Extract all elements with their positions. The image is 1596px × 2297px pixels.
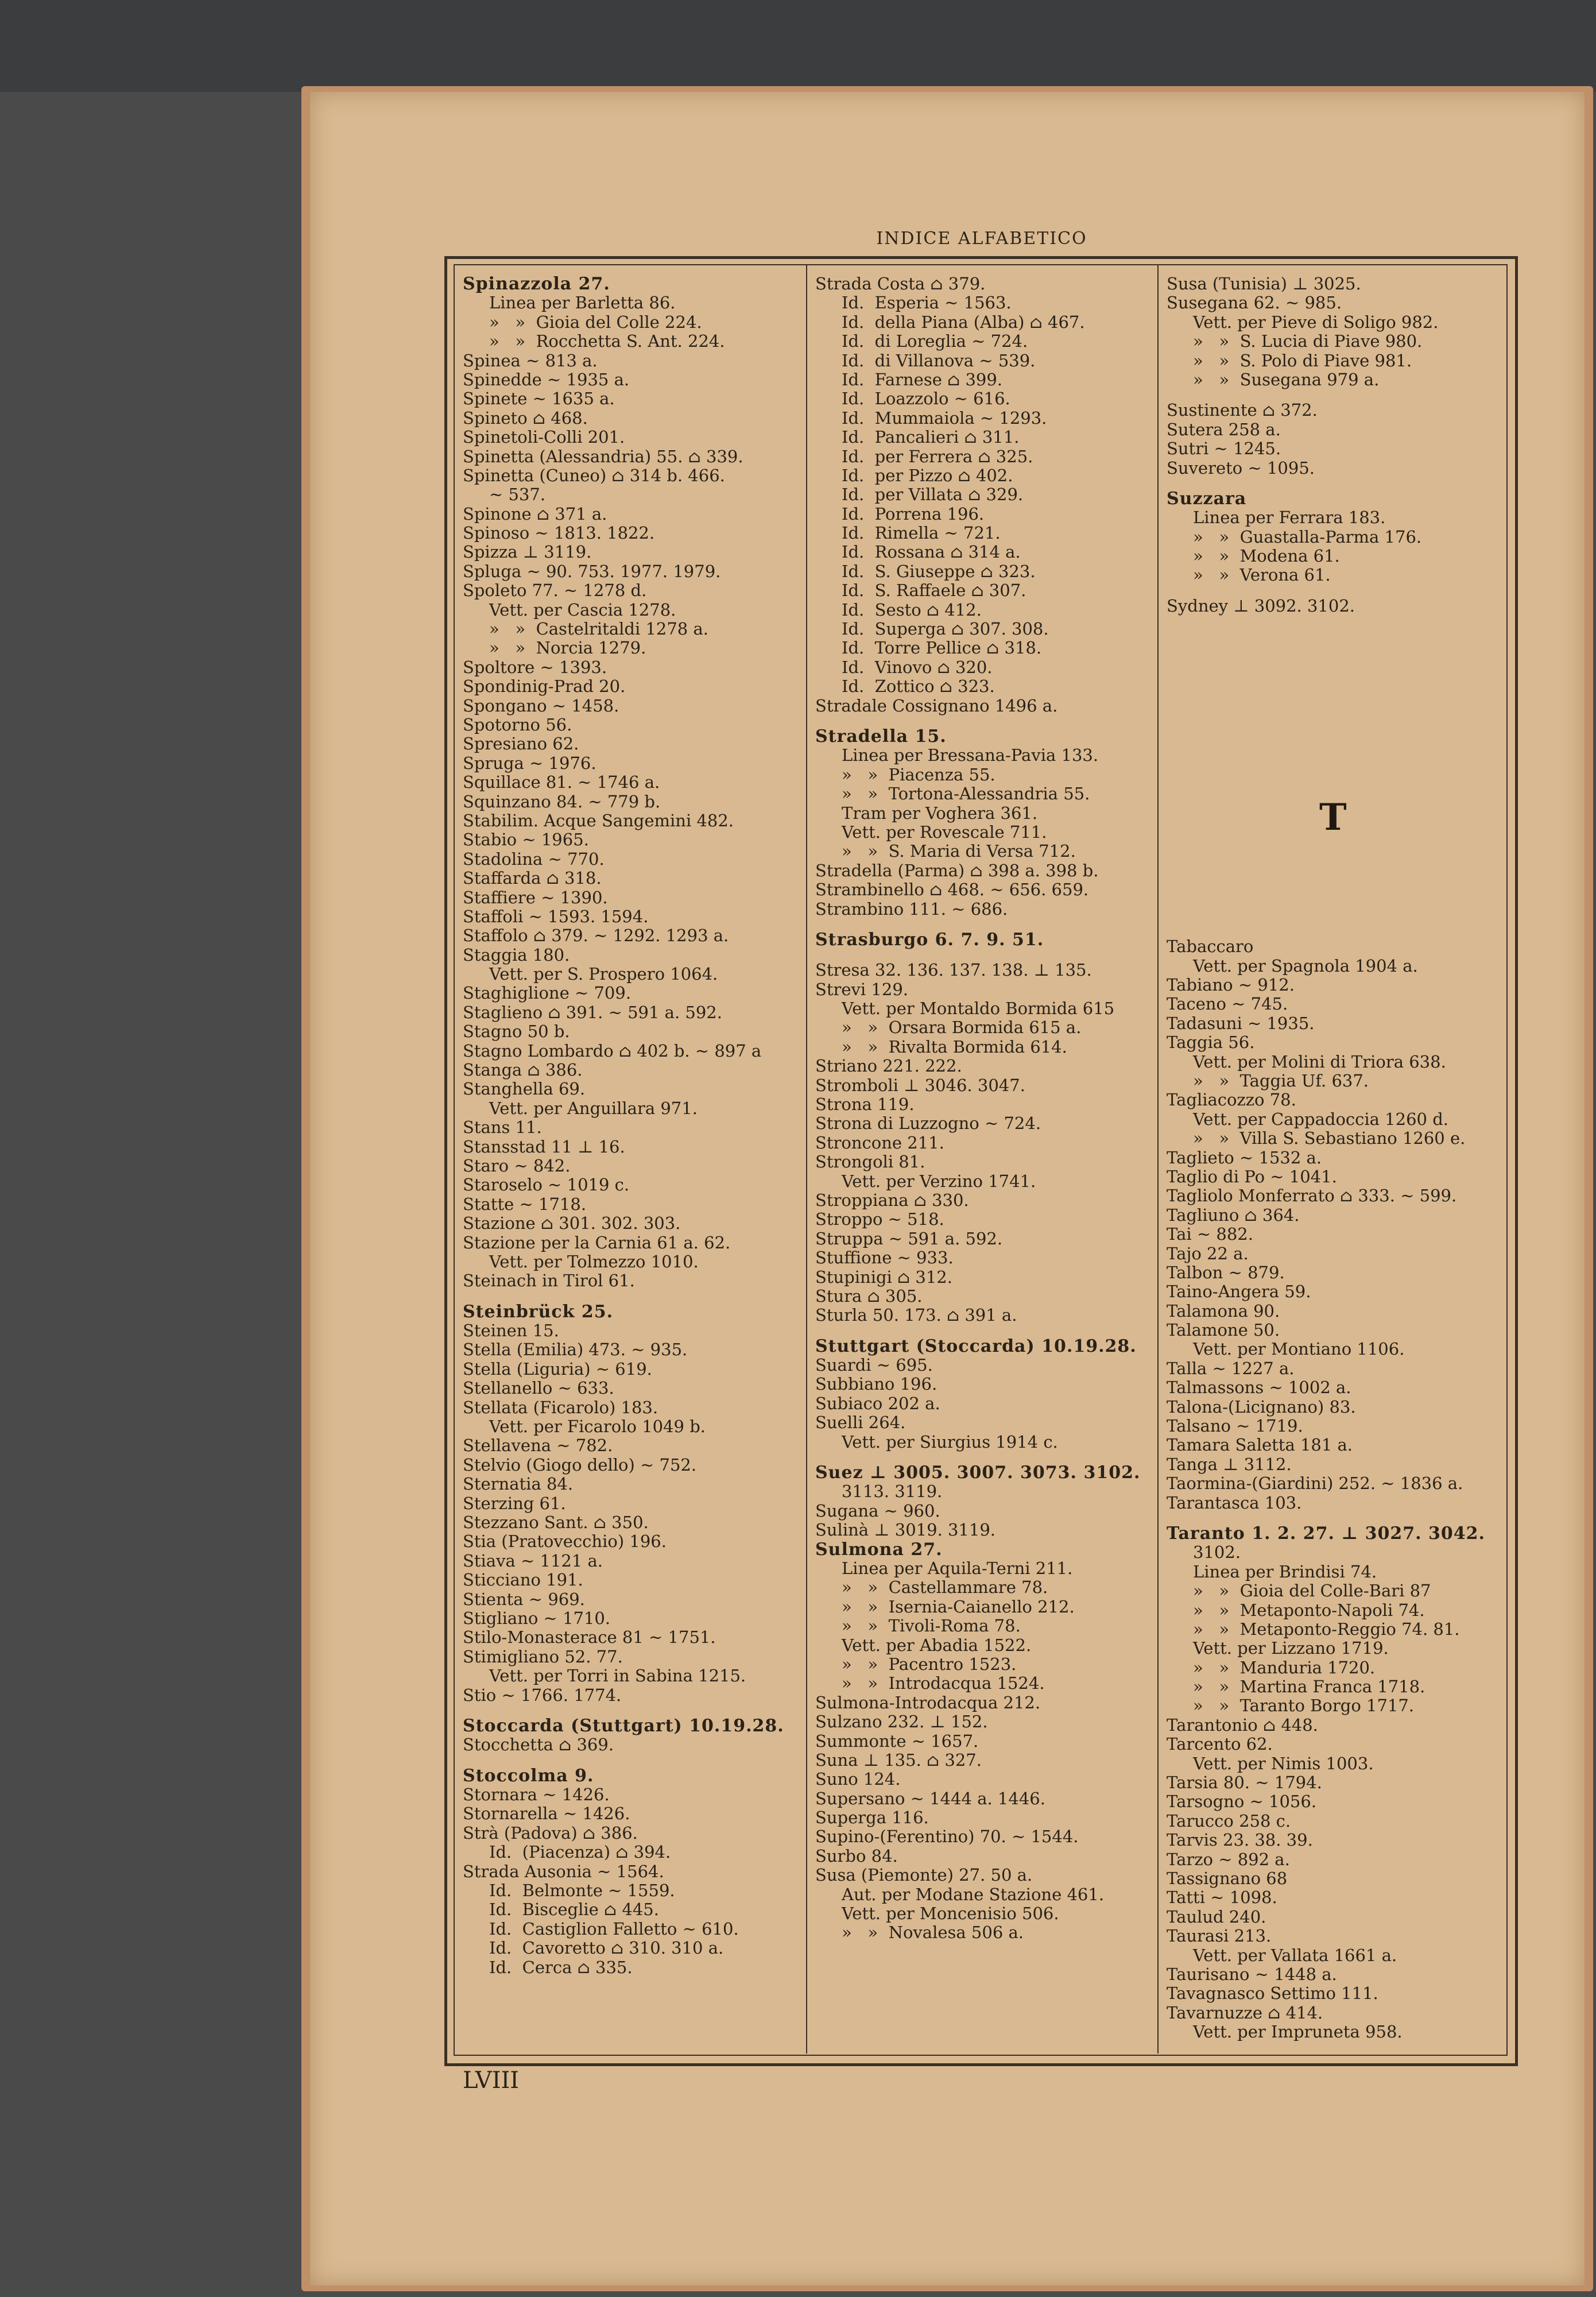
index-entry: Steinen 15.: [463, 1321, 559, 1341]
index-entry: Spineto ⌂ 468.: [463, 408, 588, 428]
index-entry: Spluga ~ 90. 753. 1977. 1979.: [463, 562, 721, 581]
index-entry: Id. S. Giuseppe ⌂ 323.: [842, 562, 1036, 581]
index-entry: Staggia 180.: [463, 945, 570, 965]
index-entry: Surbo 84.: [815, 1846, 898, 1866]
index-heading: Stoccolma 9.: [463, 1766, 594, 1786]
index-entry: Vett. per Torri in Sabina 1215.: [489, 1666, 746, 1686]
index-heading: Strasburgo 6. 7. 9. 51.: [815, 930, 1044, 950]
index-entry: Strada Costa ⌂ 379.: [815, 274, 986, 293]
index-entry: [1167, 478, 1500, 489]
index-entry: Tram per Voghera 361.: [842, 803, 1038, 823]
index-entry: [1167, 857, 1500, 868]
index-entry: Stornarella ~ 1426.: [463, 1804, 630, 1824]
index-entry: Stura ⌂ 305.: [815, 1286, 923, 1306]
index-entry: » » Orsara Bormida 615 a.: [842, 1018, 1082, 1038]
page-number: LVIII: [463, 2067, 520, 2094]
index-entry: [1167, 903, 1500, 914]
index-entry: Id. di Loreglia ~ 724.: [842, 332, 1028, 351]
index-entry: [1167, 627, 1500, 639]
index-entry: Id. Sesto ⌂ 412.: [842, 600, 982, 620]
index-entry: Strada Ausonia ~ 1564.: [463, 1862, 664, 1881]
index-entry: Stiava ~ 1121 a.: [463, 1551, 603, 1571]
index-entry: Stroppiana ⌂ 330.: [815, 1190, 969, 1210]
index-entry: Stabilim. Acque Sangemini 482.: [463, 811, 734, 830]
index-entry: Spinete ~ 1635 a.: [463, 389, 615, 409]
index-entry: Stagno 50 b.: [463, 1022, 570, 1042]
index-entry: [1167, 891, 1500, 903]
index-entry: Statte ~ 1718.: [463, 1194, 587, 1214]
index-column-3: [1167, 274, 1500, 2042]
index-entry: Susegana 62. ~ 985.: [1167, 293, 1342, 313]
index-entry: Tarsia 80. ~ 1794.: [1167, 1773, 1322, 1793]
index-entry: » » Taggia Uf. 637.: [1193, 1071, 1369, 1091]
index-entry: Id. Loazzolo ~ 616.: [842, 389, 1010, 409]
index-entry: Spotorno 56.: [463, 715, 572, 734]
index-entry: Linea per Bressana-Pavia 133.: [842, 746, 1099, 765]
index-entry: Stradella (Parma) ⌂ 398 a. 398 b.: [815, 861, 1099, 880]
index-entry: Squillace 81. ~ 1746 a.: [463, 773, 660, 792]
index-entry: Stellanello ~ 633.: [463, 1379, 614, 1398]
index-entry: Taino-Angera 59.: [1167, 1282, 1311, 1302]
index-entry: Tamara Saletta 181 a.: [1167, 1436, 1353, 1455]
index-entry: Talona-(Licignano) 83.: [1167, 1397, 1356, 1417]
index-entry: Id. Zottico ⌂ 323.: [842, 677, 995, 697]
index-entry: Tai ~ 882.: [1167, 1225, 1253, 1244]
index-entry: Steinach in Tirol 61.: [463, 1271, 635, 1291]
index-entry: Vett. per Impruneta 958.: [1193, 2023, 1403, 2042]
index-entry: Strona 119.: [815, 1095, 915, 1115]
index-entry: Talsano ~ 1719.: [1167, 1417, 1303, 1436]
index-entry: Susa (Piemonte) 27. 50 a.: [815, 1866, 1033, 1885]
index-entry: Spinone ⌂ 371 a.: [463, 504, 607, 524]
index-entry: [1167, 765, 1500, 776]
index-entry: Aut. per Modane Stazione 461.: [842, 1885, 1105, 1904]
index-entry: Talamone 50.: [1167, 1321, 1280, 1340]
index-entry: Vett. per Anguillara 971.: [489, 1099, 698, 1118]
index-entry: Stimigliano 52. 77.: [463, 1647, 623, 1666]
index-entry: Id. Castiglion Falletto ~ 610.: [489, 1919, 739, 1939]
index-entry: Id. (Piacenza) ⌂ 394.: [489, 1843, 671, 1862]
index-entry: Linea per Barletta 86.: [489, 293, 676, 313]
index-entry: Stuffione ~ 933.: [815, 1248, 954, 1268]
index-entry: [815, 919, 1148, 930]
index-entry: Vett. per Siurgius 1914 c.: [842, 1432, 1058, 1452]
index-entry: 3113. 3119.: [842, 1482, 943, 1502]
index-entry: Sustinente ⌂ 372.: [1167, 401, 1318, 420]
index-entry: Stilo-Monasterace 81 ~ 1751.: [463, 1628, 716, 1648]
index-entry: Tagliolo Monferrato ⌂ 333. ~ 599.: [1167, 1186, 1457, 1206]
index-entry: Spinetta (Alessandria) 55. ⌂ 339.: [463, 447, 743, 466]
index-entry: Stanghella 69.: [463, 1080, 586, 1099]
index-entry: » » Tivoli-Roma 78.: [842, 1617, 1021, 1636]
index-entry: Talla ~ 1227 a.: [1167, 1359, 1295, 1378]
index-entry: Linea per Brindisi 74.: [1193, 1562, 1377, 1581]
index-entry: Stadolina ~ 770.: [463, 849, 605, 869]
index-entry: Id. Rimella ~ 721.: [842, 524, 1001, 543]
index-entry: ~ 537.: [489, 485, 546, 505]
index-entry: Tavarnuzze ⌂ 414.: [1167, 2003, 1323, 2023]
index-entry: Tarantasca 103.: [1167, 1493, 1302, 1513]
index-entry: Stupinigi ⌂ 312.: [815, 1267, 952, 1287]
index-entry: Id. per Villata ⌂ 329.: [842, 485, 1024, 505]
index-entry: [1167, 880, 1500, 891]
index-entry: Sturla 50. 173. ⌂ 391 a.: [815, 1306, 1017, 1325]
index-entry: » » S. Polo di Piave 981.: [1193, 351, 1412, 370]
index-entry: [1167, 742, 1500, 753]
index-entry: » » Susegana 979 a.: [1193, 370, 1380, 389]
index-entry: [815, 1325, 1148, 1337]
index-entry: Stigliano ~ 1710.: [463, 1608, 611, 1628]
index-entry: Staro ~ 842.: [463, 1156, 571, 1175]
index-entry: Stella (Emilia) 473. ~ 935.: [463, 1340, 688, 1360]
index-entry: Tabiano ~ 912.: [1167, 976, 1295, 995]
index-entry: Tagliuno ⌂ 364.: [1167, 1205, 1300, 1225]
index-entry: Taggia 56.: [1167, 1033, 1255, 1053]
index-entry: Stroncone 211.: [815, 1133, 944, 1153]
index-entry: [1167, 868, 1500, 880]
index-entry: » » Norcia 1279.: [489, 639, 646, 658]
index-entry: » » Gioia del Colle 224.: [489, 312, 702, 332]
index-entry: Subbiano 196.: [815, 1375, 938, 1394]
index-entry: [463, 1291, 796, 1302]
index-entry: Stia (Pratovecchio) 196.: [463, 1532, 667, 1552]
index-entry: Spizza ⊥ 3119.: [463, 543, 592, 562]
index-entry: Spoleto 77. ~ 1278 d.: [463, 581, 647, 601]
index-entry: Talmassons ~ 1002 a.: [1167, 1378, 1351, 1398]
index-entry: Stroppo ~ 518.: [815, 1210, 944, 1229]
index-entry: Spinea ~ 813 a.: [463, 351, 598, 370]
index-entry: Sulinà ⊥ 3019. 3119.: [815, 1521, 996, 1540]
index-entry: Stellavena ~ 782.: [463, 1436, 613, 1456]
index-entry: Suelli 264.: [815, 1413, 906, 1433]
index-entry: Vett. per Cascia 1278.: [489, 600, 676, 620]
index-entry: Id. S. Raffaele ⌂ 307.: [842, 581, 1026, 601]
index-entry: Susa (Tunisia) ⊥ 3025.: [1167, 274, 1361, 293]
index-entry: Stella (Liguria) ~ 619.: [463, 1359, 652, 1379]
index-entry: Strambino 111. ~ 686.: [815, 899, 1008, 919]
index-entry: » » S. Lucia di Piave 980.: [1193, 332, 1423, 351]
index-entry: Stelvio (Giogo dello) ~ 752.: [463, 1455, 697, 1475]
index-entry: [1167, 685, 1500, 696]
index-entry: Staffiere ~ 1390.: [463, 888, 608, 907]
index-entry: Supino-(Ferentino) 70. ~ 1544.: [815, 1827, 1079, 1847]
index-entry: Talamona 90.: [1167, 1301, 1280, 1321]
index-heading: Stoccarda (Stuttgart) 10.19.28.: [463, 1716, 784, 1736]
index-entry: Strevi 129.: [815, 980, 908, 999]
index-entry: Stocchetta ⌂ 369.: [463, 1735, 614, 1755]
column-divider-1: [806, 265, 807, 2054]
index-entry: Staffolo ⌂ 379. ~ 1292. 1293 a.: [463, 926, 729, 946]
dark-background: [0, 0, 1596, 92]
index-entry: Id. della Piana (Alba) ⌂ 467.: [842, 312, 1085, 332]
index-entry: Talbon ~ 879.: [1167, 1263, 1285, 1282]
index-entry: Spinoso ~ 1813. 1822.: [463, 524, 655, 543]
index-entry: Stienta ~ 969.: [463, 1590, 585, 1609]
index-entry: Taurasi 213.: [1167, 1927, 1272, 1946]
index-entry: » » Metaponto-Napoli 74.: [1193, 1600, 1425, 1620]
index-entry: Summonte ~ 1657.: [815, 1731, 979, 1751]
index-entry: Taormina-(Giardini) 252. ~ 1836 a.: [1167, 1474, 1463, 1494]
index-entry: Id. Esperia ~ 1563.: [842, 293, 1012, 313]
index-heading: Sulmona 27.: [815, 1540, 943, 1559]
index-entry: Taglieto ~ 1532 a.: [1167, 1148, 1322, 1167]
index-entry: Subiaco 202 a.: [815, 1394, 940, 1413]
index-entry: Id. Bisceglie ⌂ 445.: [489, 1900, 659, 1920]
index-entry: Vett. per S. Prospero 1064.: [489, 965, 718, 984]
index-entry: Spruga ~ 1976.: [463, 753, 596, 773]
index-entry: » » Pacentro 1523.: [842, 1654, 1017, 1674]
index-entry: Stresa 32. 136. 137. 138. ⊥ 135.: [815, 961, 1092, 980]
index-entry: Tatti ~ 1098.: [1167, 1888, 1277, 1908]
index-entry: Id. Vinovo ⌂ 320.: [842, 658, 993, 677]
index-entry: » » Introdacqua 1524.: [842, 1674, 1045, 1693]
index-entry: Id. per Ferrera ⌂ 325.: [842, 447, 1033, 466]
index-entry: Vett. per Tolmezzo 1010.: [489, 1252, 699, 1271]
index-entry: Stanga ⌂ 386.: [463, 1061, 583, 1080]
index-entry: Spoltore ~ 1393.: [463, 658, 607, 677]
section-letter: T: [1319, 796, 1347, 839]
index-entry: Vett. per Cappadoccia 1260 d.: [1193, 1109, 1448, 1129]
index-entry: Superga 116.: [815, 1808, 929, 1828]
index-entry: Strona di Luzzogno ~ 724.: [815, 1114, 1041, 1134]
index-entry: Spongano ~ 1458.: [463, 696, 619, 716]
index-entry: Strambinello ⌂ 468. ~ 656. 659.: [815, 880, 1089, 900]
index-entry: » » Tortona-Alessandria 55.: [842, 784, 1090, 804]
index-entry: [1167, 673, 1500, 685]
index-entry: » » Modena 61.: [1193, 547, 1340, 566]
index-entry: Tanga ⊥ 3112.: [1167, 1455, 1292, 1474]
index-entry: [1167, 585, 1500, 597]
index-entry: Linea per Aquila-Terni 211.: [842, 1559, 1073, 1578]
index-entry: Sterzing 61.: [463, 1494, 566, 1513]
index-entry: Sternatia 84.: [463, 1475, 574, 1494]
index-entry: » » Piacenza 55.: [842, 765, 995, 784]
index-entry: Vett. per Pieve di Soligo 982.: [1193, 312, 1439, 332]
index-entry: Stromboli ⊥ 3046. 3047.: [815, 1076, 1025, 1095]
index-entry: Suno 124.: [815, 1770, 901, 1789]
index-column-1: [463, 274, 796, 1977]
index-entry: Spinetoli-Colli 201.: [463, 428, 625, 447]
index-entry: Tarvis 23. 38. 39.: [1167, 1831, 1313, 1850]
index-entry: Sugana ~ 960.: [815, 1501, 940, 1521]
index-heading: Stradella 15.: [815, 726, 947, 747]
index-entry: Id. Porrena 196.: [842, 504, 985, 524]
index-entry: Staroselo ~ 1019 c.: [463, 1175, 630, 1195]
index-entry: Taceno ~ 745.: [1167, 995, 1288, 1014]
index-entry: Vett. per Spagnola 1904 a.: [1193, 956, 1418, 976]
index-entry: » » S. Maria di Versa 712.: [842, 842, 1076, 861]
index-entry: » » Martina Franca 1718.: [1193, 1677, 1425, 1697]
index-entry: Id. Mummaiola ~ 1293.: [842, 408, 1047, 428]
index-entry: Tarantonio ⌂ 448.: [1167, 1715, 1318, 1735]
index-entry: Vett. per Ficarolo 1049 b.: [489, 1417, 706, 1437]
index-entry: » » Villa S. Sebastiano 1260 e.: [1193, 1129, 1466, 1148]
index-entry: [815, 949, 1148, 961]
index-entry: [1167, 616, 1500, 627]
index-entry: Linea per Ferrara 183.: [1193, 508, 1386, 528]
index-entry: » » Metaponto-Reggio 74. 81.: [1193, 1619, 1460, 1639]
index-entry: » » Rocchetta S. Ant. 224.: [489, 332, 725, 351]
index-entry: [1167, 926, 1500, 937]
index-entry: Vett. per Molini di Triora 638.: [1193, 1052, 1446, 1072]
index-entry: Tagliacozzo 78.: [1167, 1091, 1296, 1110]
index-entry: Staglieno ⌂ 391. ~ 591 a. 592.: [463, 1003, 722, 1022]
index-entry: Sticciano 191.: [463, 1571, 583, 1590]
index-entry: » » Verona 61.: [1193, 566, 1331, 585]
index-entry: Vett. per Nimis 1003.: [1193, 1754, 1374, 1773]
index-entry: Tarucco 258 c.: [1167, 1811, 1291, 1831]
index-entry: » » Manduria 1720.: [1193, 1658, 1376, 1677]
index-entry: Id. Superga ⌂ 307. 308.: [842, 620, 1049, 639]
index-entry: Sutera 258 a.: [1167, 420, 1281, 439]
index-entry: Staghiglione ~ 709.: [463, 984, 632, 1003]
index-entry: Stansstad 11 ⊥ 16.: [463, 1137, 625, 1157]
index-entry: » » Isernia-Caianello 212.: [842, 1597, 1075, 1617]
index-entry: Tarzo ~ 892 a.: [1167, 1850, 1290, 1869]
index-entry: Tavagnasco Settimo 111.: [1167, 1984, 1378, 2004]
index-entry: [1167, 719, 1500, 730]
index-entry: » » Taranto Borgo 1717.: [1193, 1696, 1415, 1716]
index-entry: Id. Pancalieri ⌂ 311.: [842, 428, 1020, 447]
index-entry: » » Castelritaldi 1278 a.: [489, 620, 708, 639]
index-heading: Spinazzola 27.: [463, 274, 610, 294]
index-entry: Supersano ~ 1444 a. 1446.: [815, 1789, 1045, 1808]
index-entry: [1167, 776, 1500, 788]
index-entry: Suna ⊥ 135. ⌂ 327.: [815, 1750, 982, 1770]
index-entry: Staffoli ~ 1593. 1594.: [463, 907, 649, 926]
index-entry: [1167, 707, 1500, 719]
index-entry: Vett. per Lizzano 1719.: [1193, 1639, 1389, 1658]
index-entry: [1167, 389, 1500, 401]
index-entry: Vett. per Abadia 1522.: [842, 1635, 1032, 1655]
index-entry: Id. per Pizzo ⌂ 402.: [842, 466, 1013, 485]
index-entry: Vett. per Rovescale 711.: [842, 822, 1047, 842]
index-entry: Squinzano 84. ~ 779 b.: [463, 792, 661, 811]
index-entry: [1167, 650, 1500, 662]
index-entry: Taulud 240.: [1167, 1907, 1266, 1927]
index-heading: Suzzara: [1167, 489, 1247, 509]
index-entry: Taglio di Po ~ 1041.: [1167, 1167, 1337, 1186]
index-entry: Spresiano 62.: [463, 734, 579, 754]
index-entry: Tassignano 68: [1167, 1869, 1288, 1888]
index-entry: Vett. per Moncenisio 506.: [842, 1904, 1059, 1924]
index-entry: Spinetta (Cuneo) ⌂ 314 b. 466.: [463, 466, 725, 485]
index-entry: » » Guastalla-Parma 176.: [1193, 527, 1422, 547]
index-entry: Suardi ~ 695.: [815, 1356, 933, 1375]
index-entry: Id. Cavoretto ⌂ 310. 310 a.: [489, 1939, 724, 1958]
index-entry: Sulmona-Introdacqua 212.: [815, 1693, 1041, 1712]
index-entry: 3102.: [1193, 1543, 1241, 1563]
index-entry: Stazione per la Carnia 61 a. 62.: [463, 1233, 731, 1252]
index-entry: [463, 1755, 796, 1766]
index-entry: » » Rivalta Bormida 614.: [842, 1037, 1067, 1057]
page-header: INDICE ALFABETICO: [876, 229, 1087, 249]
index-entry: Id. Belmonte ~ 1559.: [489, 1881, 675, 1901]
index-entry: Stellata (Ficarolo) 183.: [463, 1398, 658, 1417]
index-entry: Taurisano ~ 1448 a.: [1167, 1965, 1337, 1984]
index-entry: Stans 11.: [463, 1118, 542, 1138]
index-entry: » » Novalesa 506 a.: [842, 1923, 1024, 1943]
index-entry: Tarsogno ~ 1056.: [1167, 1792, 1317, 1812]
index-entry: Spondinig-Prad 20.: [463, 677, 626, 697]
column-divider-2: [1157, 265, 1159, 2054]
index-entry: Staffarda ⌂ 318.: [463, 869, 602, 888]
index-entry: Id. Cerca ⌂ 335.: [489, 1958, 633, 1977]
index-entry: Suvereto ~ 1095.: [1167, 458, 1315, 478]
index-entry: Vett. per Montiano 1106.: [1193, 1340, 1405, 1359]
index-entry: Strongoli 81.: [815, 1153, 925, 1172]
index-entry: Striano 221. 222.: [815, 1057, 962, 1076]
index-entry: Vett. per Verzino 1741.: [842, 1171, 1036, 1191]
index-entry: Sydney ⊥ 3092. 3102.: [1167, 596, 1355, 616]
index-entry: [1167, 753, 1500, 765]
index-entry: Spinedde ~ 1935 a.: [463, 370, 630, 389]
index-entry: Tajo 22 a.: [1167, 1244, 1249, 1263]
index-entry: Stezzano Sant. ⌂ 350.: [463, 1513, 649, 1532]
index-entry: Stagno Lombardo ⌂ 402 b. ~ 897 a: [463, 1041, 762, 1061]
index-entry: Vett. per Montaldo Bormida 615: [842, 999, 1115, 1019]
index-entry: Id. Farnese ⌂ 399.: [842, 370, 1003, 389]
index-entry: Id. Rossana ⌂ 314 a.: [842, 543, 1021, 562]
index-heading: Suez ⊥ 3005. 3007. 3073. 3102.: [815, 1463, 1141, 1483]
index-entry: » » Castellammare 78.: [842, 1578, 1048, 1598]
index-entry: Stazione ⌂ 301. 302. 303.: [463, 1214, 681, 1233]
index-entry: Tarcento 62.: [1167, 1735, 1273, 1754]
index-heading: Taranto 1. 2. 27. ⊥ 3027. 3042.: [1167, 1523, 1485, 1544]
index-entry: Stio ~ 1766. 1774.: [463, 1685, 622, 1705]
index-entry: [1167, 1513, 1500, 1524]
index-heading: Steinbrück 25.: [463, 1302, 614, 1322]
index-entry: [1167, 639, 1500, 650]
index-entry: Struppa ~ 591 a. 592.: [815, 1229, 1003, 1248]
index-entry: Id. Torre Pellice ⌂ 318.: [842, 639, 1042, 658]
index-entry: [463, 1705, 796, 1716]
index-entry: Vett. per Vallata 1661 a.: [1193, 1946, 1397, 1965]
index-entry: Stradale Cossignano 1496 a.: [815, 696, 1058, 716]
index-entry: [1167, 914, 1500, 926]
index-entry: [1167, 730, 1500, 742]
index-entry: Id. di Villanova ~ 539.: [842, 351, 1036, 370]
index-entry: [815, 716, 1148, 727]
index-entry: Stabio ~ 1965.: [463, 830, 589, 850]
index-entry: Sulzano 232. ⊥ 152.: [815, 1712, 988, 1732]
index-entry: Strà (Padova) ⌂ 386.: [463, 1823, 638, 1843]
index-entry: Stornara ~ 1426.: [463, 1785, 610, 1805]
index-entry: » » Gioia del Colle-Bari 87: [1193, 1581, 1431, 1601]
index-column-2: [815, 274, 1148, 1943]
index-entry: [1167, 696, 1500, 707]
index-entry: [1167, 662, 1500, 673]
index-entry: Sutri ~ 1245.: [1167, 439, 1281, 459]
index-heading: Stuttgart (Stoccarda) 10.19.28.: [815, 1336, 1137, 1356]
index-entry: [1167, 845, 1500, 857]
index-entry: Tadasuni ~ 1935.: [1167, 1014, 1315, 1033]
index-entry: Tabaccaro: [1167, 937, 1254, 957]
index-entry: [815, 1452, 1148, 1463]
